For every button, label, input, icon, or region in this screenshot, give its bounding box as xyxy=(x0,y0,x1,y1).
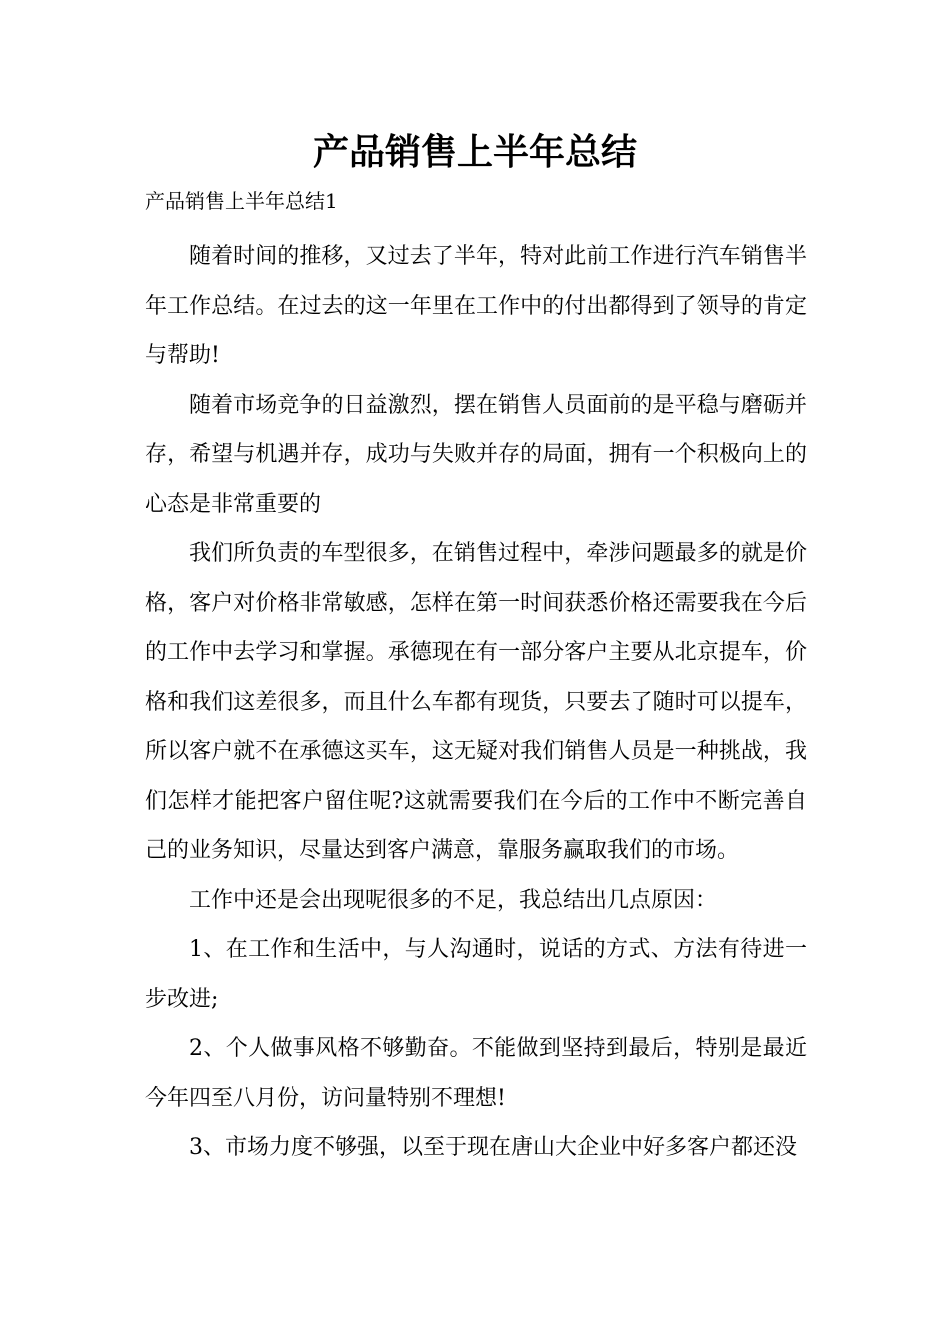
paragraph: 2、个人做事风格不够勤奋。不能做到坚持到最后，特别是最近今年四至八月份，访问量特别不理想! xyxy=(145,1036,807,1111)
paragraph: 随着市场竞争的日益激烈，摆在销售人员面前的是平稳与磨砺并存，希望与机遇并存，成功与失败并存的局面，拥有一个积极向上的心态是非常重要的 xyxy=(145,392,807,517)
paragraph: 3、市场力度不够强，以至于现在唐山大企业中好多客户都还没 xyxy=(189,1135,797,1160)
document-subtitle: 产品销售上半年总结1 xyxy=(145,189,338,213)
paragraph: 随着时间的推移，又过去了半年，特对此前工作进行汽车销售半年工作总结。在过去的这一年里在工作中的付出都得到了领导的肯定与帮助! xyxy=(145,244,807,368)
paragraph: 工作中还是会出现呢很多的不足，我总结出几点原因： xyxy=(189,887,718,913)
paragraph: 1、在工作和生活中，与人沟通时，说话的方式、方法有待进一步改进; xyxy=(145,937,807,1012)
paragraph: 我们所负责的车型很多，在销售过程中，牵涉问题最多的就是价格，客户对价格非常敏感，怎样在第一时间获悉价格还需要我在今后的工作中去学习和掌握。承德现在有一部分客户主要从北京提车，价格和我们这差很多，而且什么车都有现货，只要去了随时可以提车，所以客户就不在承德这买车，这无疑对我们销售人员是一种挑战，我们怎样才能把客户留住呢?这就需要我们在今后的工作中不断完善自己的业务知识，尽量达到客户满意，靠服务赢取我们的市场。 xyxy=(145,541,807,863)
document-title: 产品销售上半年总结 xyxy=(312,132,637,173)
document-body xyxy=(145,232,807,1173)
